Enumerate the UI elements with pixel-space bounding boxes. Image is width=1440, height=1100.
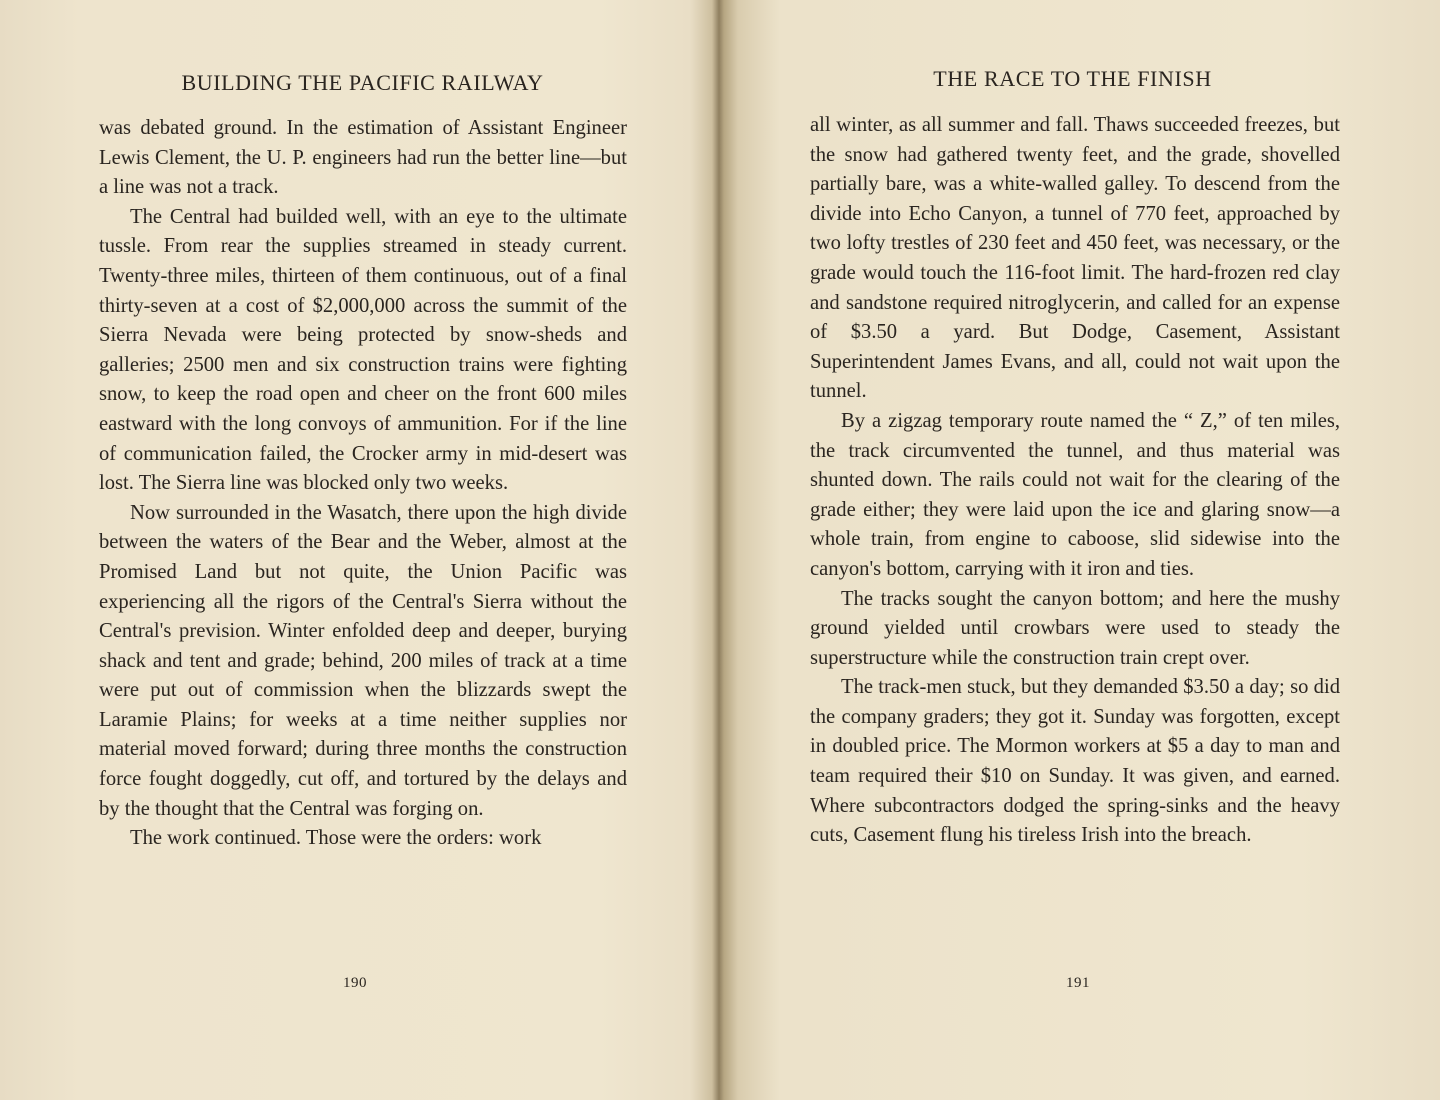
- right-page-number: 191: [1066, 975, 1090, 991]
- right-page-body: [810, 111, 1340, 851]
- left-paragraph-3: Now surrounded in the Wasatch, there upon the high divide between the waters of the Bear and the Weber, almost at the Promised Land but not quite, the Union Pacific was experiencing all the rigors of the Central's Sierra without the Central's prevision. Winter enfolded deep and deeper, burying shack and tent and grade; behind, 200 miles of track at a time were put out of commission when the blizzards swept the Laramie Plains; for weeks at a time neither supplies nor material moved forward; during three months the construction force fought doggedly, cut off, and tortured by the delays and by the thought that the Central was forging on.: [99, 501, 627, 820]
- left-paragraph-4: The work continued. Those were the orders: work: [130, 827, 542, 850]
- right-paragraph-3: The tracks sought the canyon bottom; and here the mushy ground yielded until crowbars were used to steady the superstructure while the construction train crept over.: [810, 587, 1340, 669]
- left-page-number: 190: [343, 975, 367, 991]
- right-paragraph-4: The track-men stuck, but they demanded $3.50 a day; so did the company graders; they got it. Sunday was forgotten, except in doubled price. The Mormon workers at $5 a day to man and team required their $10 on Sunday. It was given, and earned. Where subcontractors dodged the spring-sinks and the heavy cuts, Casement flung his tireless Irish into the breach.: [810, 676, 1340, 847]
- left-running-head: BUILDING THE PACIFIC RAILWAY: [181, 70, 544, 95]
- right-paragraph-1: all winter, as all summer and fall. Thaws succeeded freezes, but the snow had gathered twenty feet, and the grade, shovelled partially bare, was a white-walled galley. To descend from the divide into Echo Canyon, a tunnel of 770 feet, approached by two lofty trestles of 230 feet and 450 feet, was necessary, or the grade would touch the 116-foot limit. The hard-frozen red clay and sandstone required nitroglycerin, and called for an expense of $3.50 a yard. But Dodge, Casement, Assistant Superintendent James Evans, and all, could not wait upon the tunnel.: [810, 114, 1340, 403]
- right-running-head: THE RACE TO THE FINISH: [933, 66, 1212, 91]
- left-page-body: [99, 114, 627, 854]
- left-paragraph-2: The Central had builded well, with an eye to the ultimate tussle. From rear the supplies streamed in steady current. Twenty-three miles, thirteen of them continuous, out of a final thirty-seven at a cost of $2,000,000 across the summit of the Sierra Nevada were being protected by snow-sheds and galleries; 2500 men and six construction trains were fighting snow, to keep the road open and cheer on the front 600 miles eastward with the long convoys of ammunition. For if the line of communication failed, the Crocker army in mid-desert was lost. The Sierra line was blocked only two weeks.: [99, 205, 627, 495]
- right-paragraph-2: By a zigzag temporary route named the “ Z,” of ten miles, the track circumvented the tunnel, and thus material was shunted down. The rails could not wait for the clearing of the grade either; they were laid upon the ice and glaring snow—a whole train, from engine to caboose, slid sidewise into the canyon's bottom, carrying with it iron and ties.: [810, 409, 1340, 580]
- left-paragraph-1: was debated ground. In the estimation of Assistant Engineer Lewis Clement, the U. P. engineers had run the better line—but a line was not a track.: [99, 117, 627, 199]
- right-page: [720, 0, 1440, 1100]
